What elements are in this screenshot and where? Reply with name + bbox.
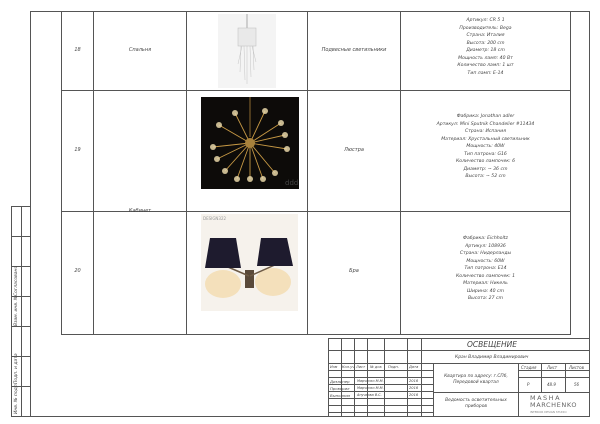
- stamp-label-agreed: Согласовано: [14, 265, 19, 296]
- sputnik-chandelier-image: [201, 97, 299, 189]
- room-name: Спальня: [128, 47, 152, 53]
- person-checked: Марченко М.М.: [357, 386, 384, 390]
- fixture-type: Подвесные светильники: [321, 47, 387, 53]
- sheets-label: Листов: [569, 365, 584, 370]
- sheet-label: Лист: [547, 365, 558, 370]
- stamp-label-replace-inv: Взам. инв. №: [14, 295, 19, 326]
- date-designer: 2016: [409, 379, 419, 383]
- section-title: ОСВЕЩЕНИЕ: [467, 340, 517, 349]
- spec-line: Материал: Никель: [463, 281, 508, 286]
- row-number: 18: [74, 47, 81, 53]
- spec-line: Тип ламп: E-14: [467, 70, 504, 76]
- spec-line: Диаметр: ~ 36 cm: [463, 166, 508, 172]
- wall-sconce-image: [201, 214, 298, 311]
- spec-line: Высота: 27 cm: [468, 296, 503, 301]
- logo-line-1: MASHA: [530, 394, 562, 402]
- role-executed: Выполнил: [330, 393, 351, 398]
- stage-value: Р: [527, 382, 530, 387]
- room-name: Кабинет: [128, 208, 152, 214]
- fixture-type: Люстра: [344, 147, 364, 153]
- header-count: Кол.уч: [342, 365, 355, 369]
- sheet-value: 48.9: [547, 382, 556, 387]
- author-name: Кран Владимир Владимирович: [455, 355, 529, 360]
- spec-line: Мощность: 40W: [466, 144, 505, 149]
- image-watermark: DESIGN322: [203, 216, 227, 221]
- spec-line: Количество лампочек: 1: [456, 273, 515, 279]
- spec-line: Материал: Хрустальный светильник: [441, 136, 530, 142]
- spec-line: Мощность: 60W: [466, 258, 505, 264]
- pendant-lamp-image: [218, 14, 276, 88]
- logo-line-2: MARCHENKO: [530, 401, 578, 409]
- logo-subtitle: INTERIOR DESIGN STUDIO: [530, 410, 567, 414]
- header-change: Изм: [330, 365, 338, 369]
- spec-line: Высота: 200 cm: [466, 40, 505, 46]
- spec-line: Страна: Италия: [466, 33, 505, 38]
- spec-line: Количество ламп: 1 шт: [457, 63, 514, 68]
- spec-line: Фабрика: Jonathan adler: [456, 114, 515, 119]
- role-designer: Дизайнер: [330, 379, 350, 384]
- project-address: Квартира по адресу: г.СПб, Передовой квартал: [444, 374, 508, 385]
- spec-line: Производитель: Bega: [459, 25, 512, 31]
- spec-line: Высота: ~ 52 cm: [465, 174, 506, 179]
- spec-line: Артикул: Mini Sputnik Chandelier #11434: [436, 121, 535, 127]
- sheet-title: Ведомость осветительных приборов: [445, 398, 507, 409]
- spec-line: Мощность ламп: 40 Вт: [458, 55, 513, 61]
- row-number: 20: [74, 268, 81, 274]
- sheets-value: 56: [574, 382, 580, 387]
- spec-line: Артикул: 108936: [465, 243, 506, 249]
- spec-line: Фабрика: Eichholtz: [463, 236, 508, 241]
- spec-line: Артикул: CR 5 1: [466, 18, 505, 23]
- spec-line: Страна: Испания: [465, 129, 506, 134]
- header-sign: Подп.: [388, 365, 399, 369]
- role-checked: Проверил: [330, 386, 350, 391]
- fixture-type: Бра: [349, 268, 359, 274]
- svg-text:ddd: ddd: [285, 179, 299, 187]
- header-date: Дата: [409, 365, 419, 369]
- stamp-label-sign-date: Подп. и дата: [14, 353, 19, 384]
- spec-list: [401, 113, 570, 181]
- person-executed: Анучкова В.С.: [357, 393, 382, 397]
- date-executed: 2016: [409, 393, 419, 397]
- spec-line: Страна: Нидерланды: [459, 251, 512, 256]
- spec-line: Ширина: 40 cm: [467, 288, 504, 294]
- stamp-label-inv-original: Инв. № подл.: [14, 382, 19, 414]
- header-sheet: Лист: [356, 365, 366, 369]
- stage-label: Стадия: [521, 365, 537, 370]
- spec-list: [401, 235, 570, 303]
- person-designer: Марченко М.М.: [357, 379, 384, 383]
- date-checked: 2016: [409, 386, 419, 390]
- spec-line: Количество лампочек: 6: [456, 159, 515, 164]
- row-number: 19: [74, 147, 81, 153]
- spec-line: Тип патрона: G16: [464, 151, 507, 157]
- spec-list: [401, 17, 570, 77]
- spec-line: Тип патрона: E14: [464, 266, 507, 271]
- spec-line: Диаметр: 18 cm: [466, 48, 505, 53]
- header-doc: № док: [370, 365, 382, 369]
